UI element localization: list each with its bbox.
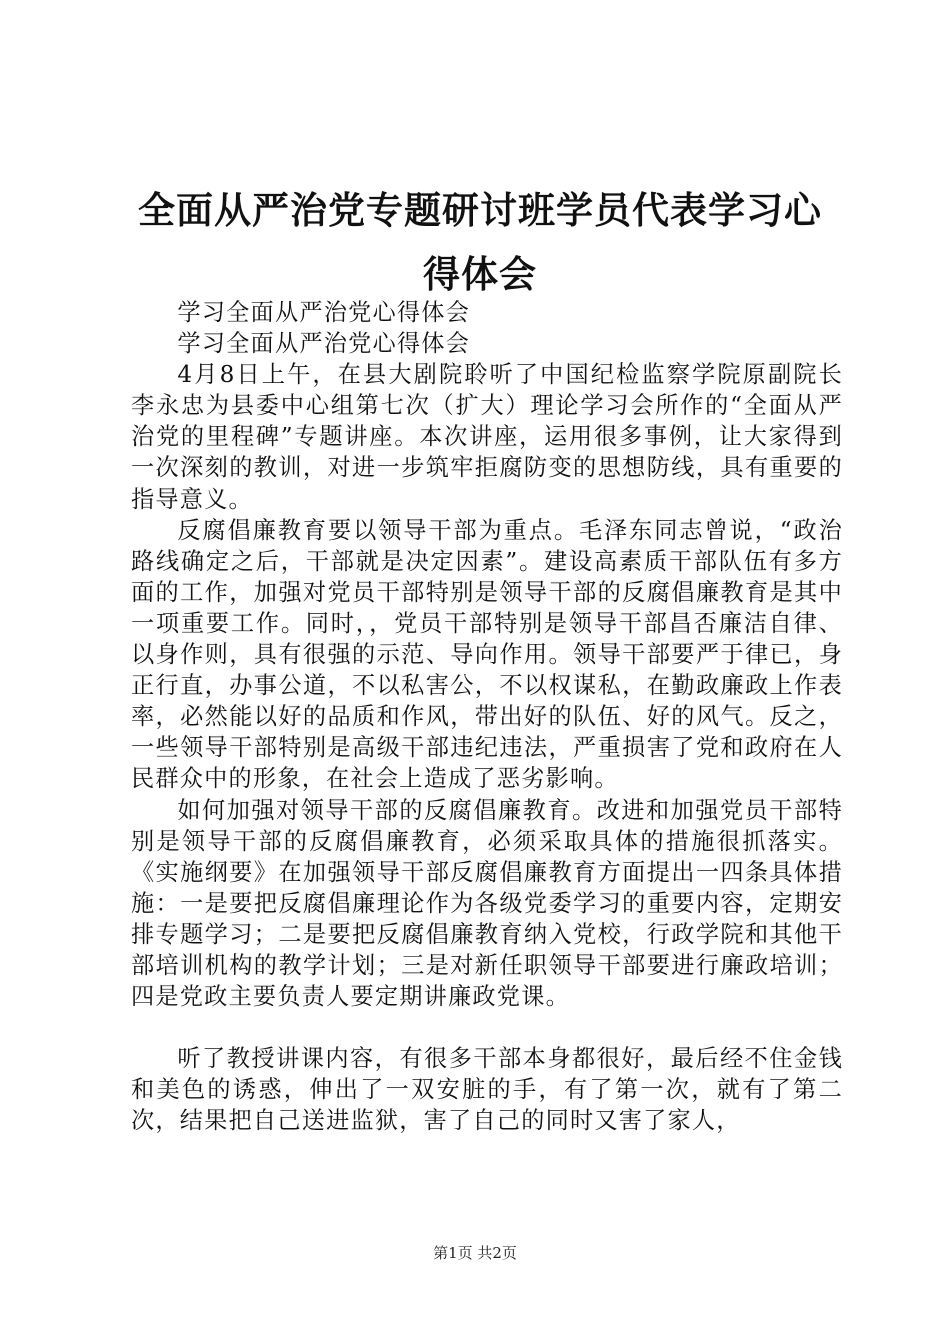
document-title: 全面从严治党专题研讨班学员代表学习心得体会 (138, 188, 822, 296)
subtitle-line-1: 学习全面从严治党心得体会 (177, 299, 471, 326)
paragraph-lecture-intro: 4月8日上午，在县大剧院聆听了中国纪检监察学院原副院长李永忠为县委中心组第七次（扩大）理论学习会所作的“全面从严治党的里程碑”专题讲座。本次讲座，运用很多事例，让大家得到一次深刻的教训，对进一步筑牢拒腐防变的思想防线，具有重要的指导意义。 (131, 361, 843, 513)
page-number-footer: 第1页 共2页 (433, 1244, 517, 1262)
paragraph-measures: 如何加强对领导干部的反腐倡廉教育。改进和加强党员干部特别是领导干部的反腐倡廉教育，必须采取具体的措施很抓落实。《实施纲要》在加强领导干部反腐倡廉教育方面提出一四条具体措施：一是要把反腐倡廉理论作为各级党委学习的重要内容，定期安排专题学习；二是要把反腐倡廉教育纳入党校，行政学院和其他干部培训机构的教学计划；三是对新任职领导干部要进行廉政培训；四是党政主要负责人要定期讲廉政党课。 (131, 796, 843, 1011)
paragraph-reflection: 听了教授讲课内容，有很多干部本身都很好，最后经不住金钱和美色的诱惑，伸出了一双安脏的手，有了第一次，就有了第二次，结果把自己送进监狱，害了自己的同时又害了家人， (131, 1045, 843, 1135)
paragraph-leaders-focus: 反腐倡廉教育要以领导干部为重点。毛泽东同志曾说，“政治路线确定之后，干部就是决定因素”。建设高素质干部队伍有多方面的工作，加强对党员干部特别是领导干部的反腐倡廉教育是其中一项重要工作。同时，，党员干部特别是领导干部昌否廉洁自律、以身作则，具有很强的示范、导向作用。领导干部要严于律已，身正行直，办事公道，不以私害公，不以权谋私，在勤政廉政上作表率，必然能以好的品质和作风，带出好的队伍、好的风气。反之，一些领导干部特别是高级干部违纪违法，严重损害了党和政府在人民群众中的形象，在社会上造成了恶劣影响。 (131, 516, 843, 793)
subtitle-line-2: 学习全面从严治党心得体会 (177, 330, 471, 358)
document-body (131, 297, 843, 1136)
